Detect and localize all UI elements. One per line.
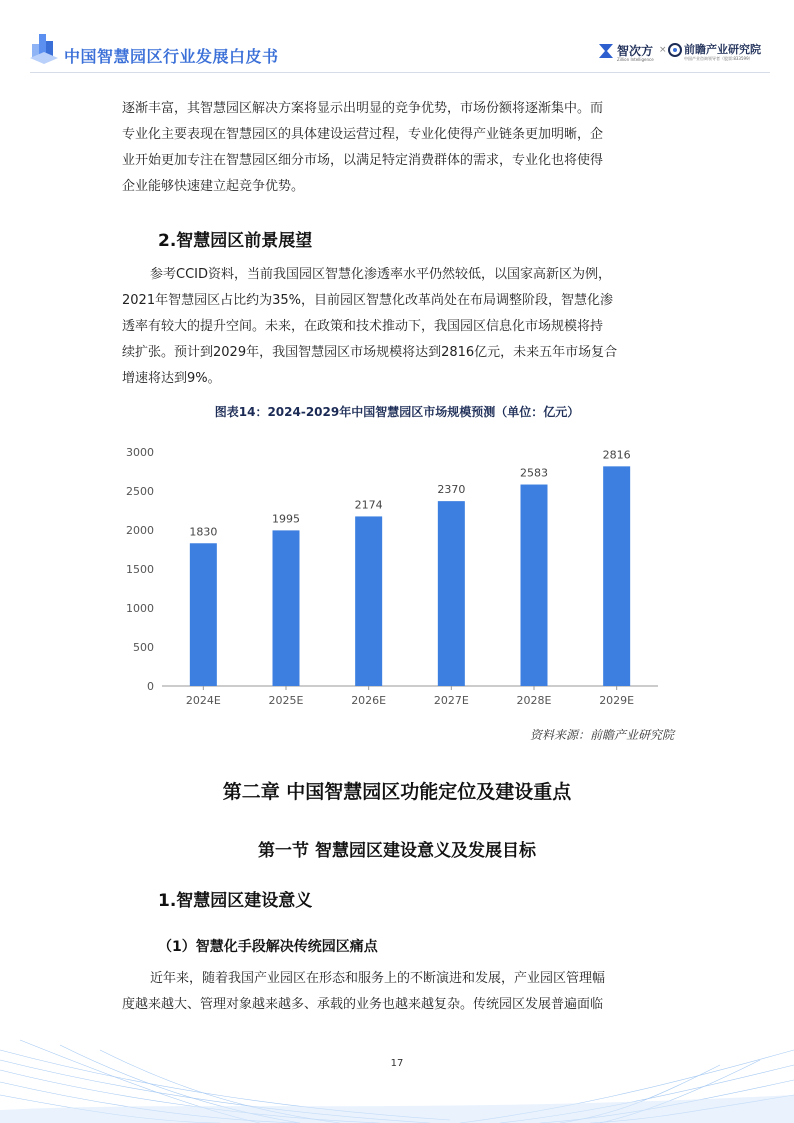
paragraph-line: 增速将达到9%。	[122, 371, 221, 386]
x-tick-label: 2028E	[516, 694, 552, 707]
y-tick-label: 1500	[126, 563, 154, 576]
y-tick-label: 1000	[126, 602, 154, 615]
paragraph-line: 度越来越大、管理对象越来越多、承载的业务也越来越复杂。传统园区发展普遍面临	[122, 997, 604, 1012]
bar-chart	[118, 436, 668, 711]
brand2-subtitle: 中国产业咨询领导者（股票:833599）	[684, 56, 753, 61]
y-tick-label: 3000	[126, 446, 154, 459]
section-title: 第一节 智慧园区建设意义及发展目标	[258, 841, 536, 861]
data-label: 2583	[520, 466, 548, 480]
data-label: 1995	[272, 512, 300, 526]
x-tick-label: 2026E	[351, 694, 387, 707]
section2-paragraph	[122, 262, 670, 392]
header-divider	[30, 72, 770, 73]
data-label: 2816	[602, 448, 631, 462]
bar	[438, 501, 465, 686]
x-tick-label: 2024E	[185, 694, 221, 707]
bar	[273, 530, 300, 686]
figure-source: 资料来源：前瞻产业研究院	[529, 728, 674, 742]
building-cubes-icon	[30, 34, 58, 64]
x-tick-label: 2027E	[433, 694, 469, 707]
brand2-name: 前瞻产业研究院	[684, 43, 761, 56]
data-label: 2370	[437, 483, 466, 497]
subsubsection-heading: （1）智慧化手段解决传统园区痛点	[158, 939, 378, 955]
paragraph-line: 透率有较大的提升空间。未来，在政策和技术推动下，我国园区信息化市场规模将持	[122, 319, 604, 334]
paragraph-line: 参考CCID资料，当前我国园区智慧化渗透率水平仍然较低，以国家高新区为例，	[150, 267, 611, 282]
zhicifang-logo-icon	[597, 42, 615, 60]
paragraph-line: 2021年智慧园区占比约为35%，目前园区智慧化改革尚处在布局调整阶段，智慧化渗	[122, 293, 613, 308]
figure-title: 图表14：2024-2029年中国智慧园区市场规模预测（单位：亿元）	[214, 405, 580, 419]
y-tick-label: 0	[147, 680, 154, 693]
paragraph-line: 企业能够快速建立起竞争优势。	[122, 179, 305, 194]
brand1-subtitle: Zillion Intelligence	[617, 57, 654, 62]
data-label: 2174	[354, 498, 383, 512]
data-label: 1830	[189, 525, 218, 539]
bar	[355, 516, 382, 686]
paragraph-line: 逐渐丰富，其智慧园区解决方案将显示出明显的竞争优势，市场份额将逐渐集中。而	[122, 101, 604, 116]
document-title: 中国智慧园区行业发展白皮书	[64, 47, 279, 66]
chapter-title: 第二章 中国智慧园区功能定位及建设重点	[222, 781, 572, 803]
bar	[190, 543, 217, 686]
qianzhan-logo-icon	[668, 43, 682, 57]
page-number: 17	[390, 1058, 404, 1069]
paragraph-line: 专业化主要表现在智慧园区的具体建设运营过程，专业化使得产业链条更加明晰，企	[122, 127, 604, 142]
brand-separator: ×	[659, 45, 667, 55]
y-tick-label: 2500	[126, 485, 154, 498]
subsection-heading: 1.智慧园区建设意义	[158, 891, 313, 911]
intro-paragraph	[122, 96, 670, 200]
y-tick-label: 2000	[126, 524, 154, 537]
page-header	[0, 0, 794, 80]
brand1-name: 智次方	[617, 44, 654, 58]
x-tick-label: 2025E	[268, 694, 304, 707]
section-heading: 2.智慧园区前景展望	[158, 231, 313, 251]
x-tick-label: 2029E	[599, 694, 635, 707]
paragraph-line: 近年来，随着我国产业园区在形态和服务上的不断演进和发展，产业园区管理幅	[150, 971, 606, 986]
bar	[603, 466, 630, 686]
paragraph-line: 业开始更加专注在智慧园区细分市场，以满足特定消费群体的需求，专业化也将使得	[122, 153, 604, 168]
bar	[521, 485, 548, 686]
y-tick-label: 500	[133, 641, 154, 654]
paragraph-line: 续扩张。预计到2029年，我国智慧园区市场规模将达到2816亿元，未来五年市场复合	[122, 345, 618, 360]
